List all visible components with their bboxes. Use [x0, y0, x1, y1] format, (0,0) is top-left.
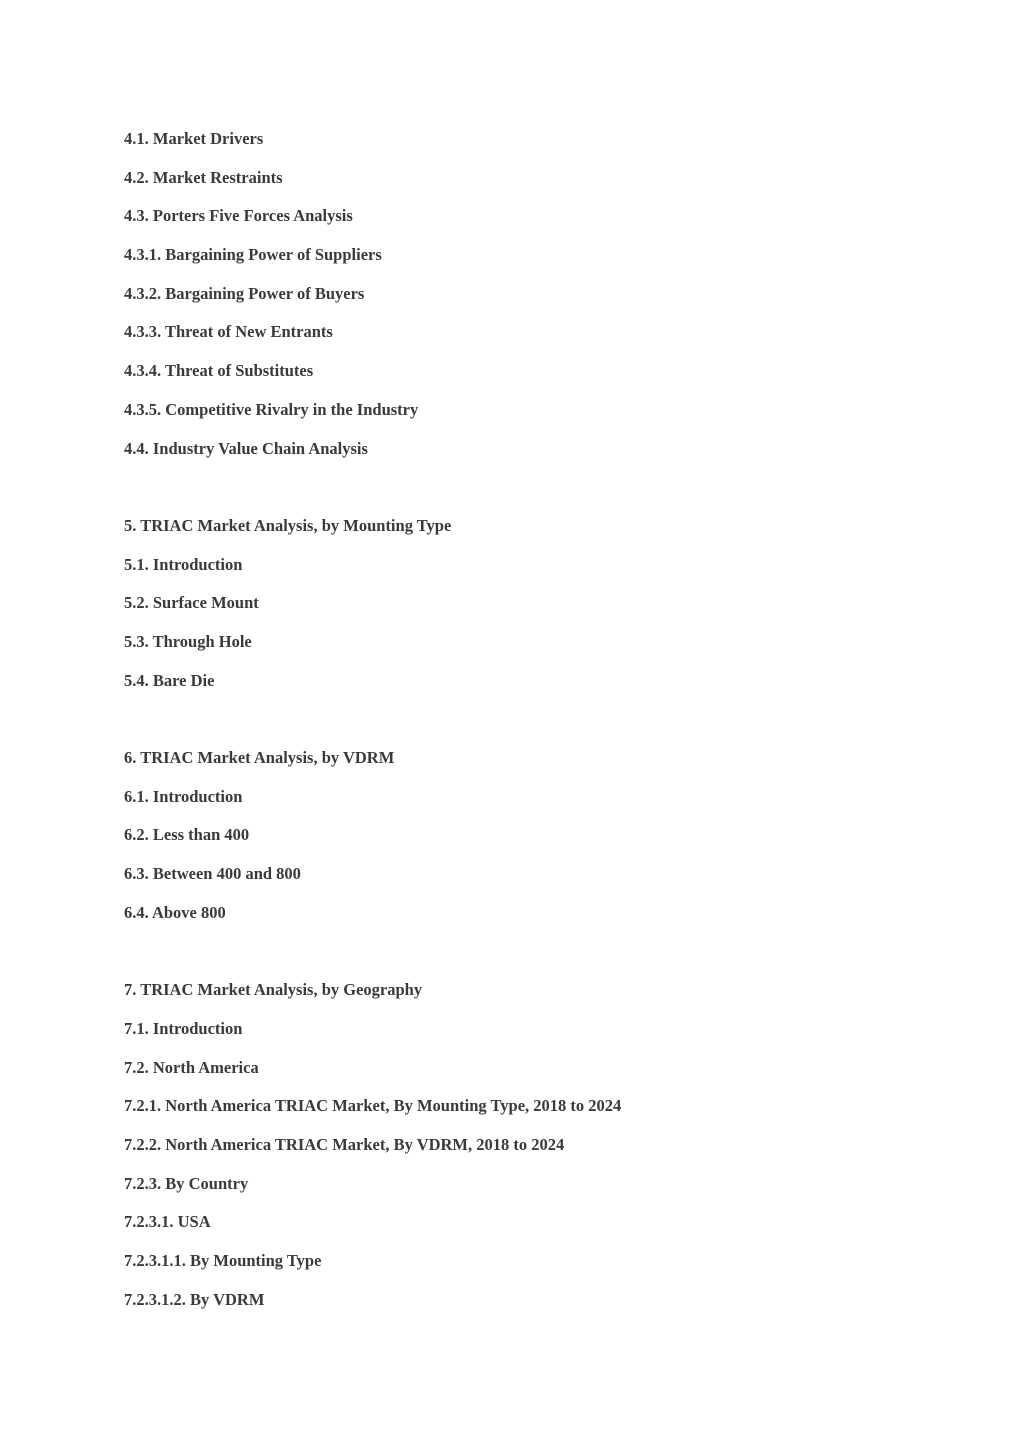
toc-section-7 — [124, 979, 984, 1327]
toc-entry: 7.1. Introduction — [124, 1018, 243, 1038]
toc-entry: 6.1. Introduction — [124, 786, 243, 806]
toc-entry: 4.3.5. Competitive Rivalry in the Industry — [124, 399, 419, 419]
toc-entry: 5.4. Bare Die — [124, 670, 215, 690]
toc-entry: 7.2.3.1. USA — [124, 1212, 211, 1232]
toc-entry: 7.2.3.1.1. By Mounting Type — [124, 1250, 322, 1270]
toc-entry: 4.4. Industry Value Chain Analysis — [124, 438, 368, 458]
table-of-contents — [124, 128, 984, 1327]
toc-section-6 — [124, 747, 984, 940]
toc-entry: 4.3.3. Threat of New Entrants — [124, 322, 333, 342]
toc-entry: 6.3. Between 400 and 800 — [124, 864, 301, 884]
section-spacer — [124, 940, 984, 979]
toc-entry: 4.3.1. Bargaining Power of Suppliers — [124, 245, 382, 265]
toc-entry: 4.2. Market Restraints — [124, 167, 283, 187]
section-spacer — [124, 708, 984, 747]
section-spacer — [124, 476, 984, 515]
toc-heading: 6. TRIAC Market Analysis, by VDRM — [124, 748, 395, 767]
toc-section-5 — [124, 515, 984, 708]
toc-entry: 5.2. Surface Mount — [124, 593, 259, 613]
toc-entry: 4.3.2. Bargaining Power of Buyers — [124, 283, 365, 303]
toc-entry: 7.2. North America — [124, 1057, 259, 1077]
toc-entry: 7.2.3. By Country — [124, 1173, 249, 1193]
toc-entry: 4.3.4. Threat of Substitutes — [124, 361, 314, 381]
toc-entry: 4.3. Porters Five Forces Analysis — [124, 206, 353, 226]
toc-heading: 5. TRIAC Market Analysis, by Mounting Type — [124, 515, 452, 535]
toc-entry: 5.3. Through Hole — [124, 631, 252, 651]
toc-entry: 6.4. Above 800 — [124, 902, 226, 922]
toc-entry: 7.2.1. North America TRIAC Market, By Mounting Type, 2018 to 2024 — [124, 1096, 622, 1116]
toc-entry: 7.2.2. North America TRIAC Market, By VDRM, 2018 to 2024 — [124, 1134, 565, 1154]
toc-entry: 5.1. Introduction — [124, 554, 243, 574]
toc-entry: 4.1. Market Drivers — [124, 129, 264, 148]
toc-heading: 7. TRIAC Market Analysis, by Geography — [124, 980, 423, 1000]
toc-entry: 6.2. Less than 400 — [124, 825, 250, 845]
toc-section-4 — [124, 128, 984, 476]
toc-entry: 7.2.3.1.2. By VDRM — [124, 1289, 265, 1309]
